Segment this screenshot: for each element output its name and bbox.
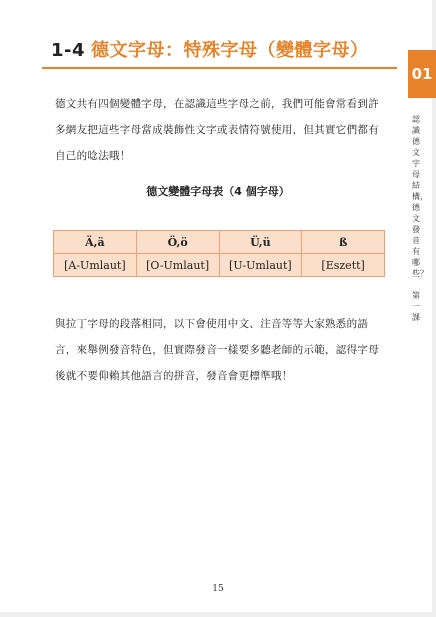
table-row-names — [54, 254, 385, 277]
side-lesson-label: 第一課 — [412, 291, 420, 322]
table-cell-letter: Ü,ü — [219, 231, 302, 254]
table-title: 德文變體字母表（4 個字母） — [146, 185, 290, 198]
intro-paragraph: 德文共有四個變體字母，在認識這些字母之前，我們可能會常看到許多網友把這些字母當成裝飾性文字或表情符號使用，但其實它們都有自己的唸法哦！ — [55, 98, 379, 162]
section-title-text: 德文字母：特殊字母（變體字母） — [91, 40, 369, 61]
section-number: 1-4 — [51, 40, 86, 61]
table-cell-letter: Ä,ä — [54, 231, 137, 254]
umlaut-table — [53, 230, 385, 277]
table-row-letters — [54, 231, 385, 254]
page-number: 15 — [212, 584, 224, 594]
table-cell-name: [Eszett] — [302, 254, 385, 277]
pronunciation-paragraph: 與拉丁字母的段落相同，以下會使用中文、注音等等大家熟悉的語言，來舉例發音特色，但實際發音一樣要多聽老師的示範，認得字母後就不要仰賴其他語言的拼音，發音會更標準哦！ — [55, 318, 379, 382]
chapter-tab: 01 — [408, 50, 436, 98]
table-cell-name: [O-Umlaut] — [136, 254, 219, 277]
table-cell-letter: Ö,ö — [136, 231, 219, 254]
table-cell-name: [U-Umlaut] — [219, 254, 302, 277]
side-chapter-title: 認識德文字母結構，德文發音有哪些？ — [412, 115, 428, 278]
page-bottom-edge — [0, 612, 436, 617]
title-underline — [42, 67, 397, 69]
table-cell-letter: ß — [302, 231, 385, 254]
table-cell-name: [A-Umlaut] — [54, 254, 137, 277]
section-title — [51, 36, 369, 62]
